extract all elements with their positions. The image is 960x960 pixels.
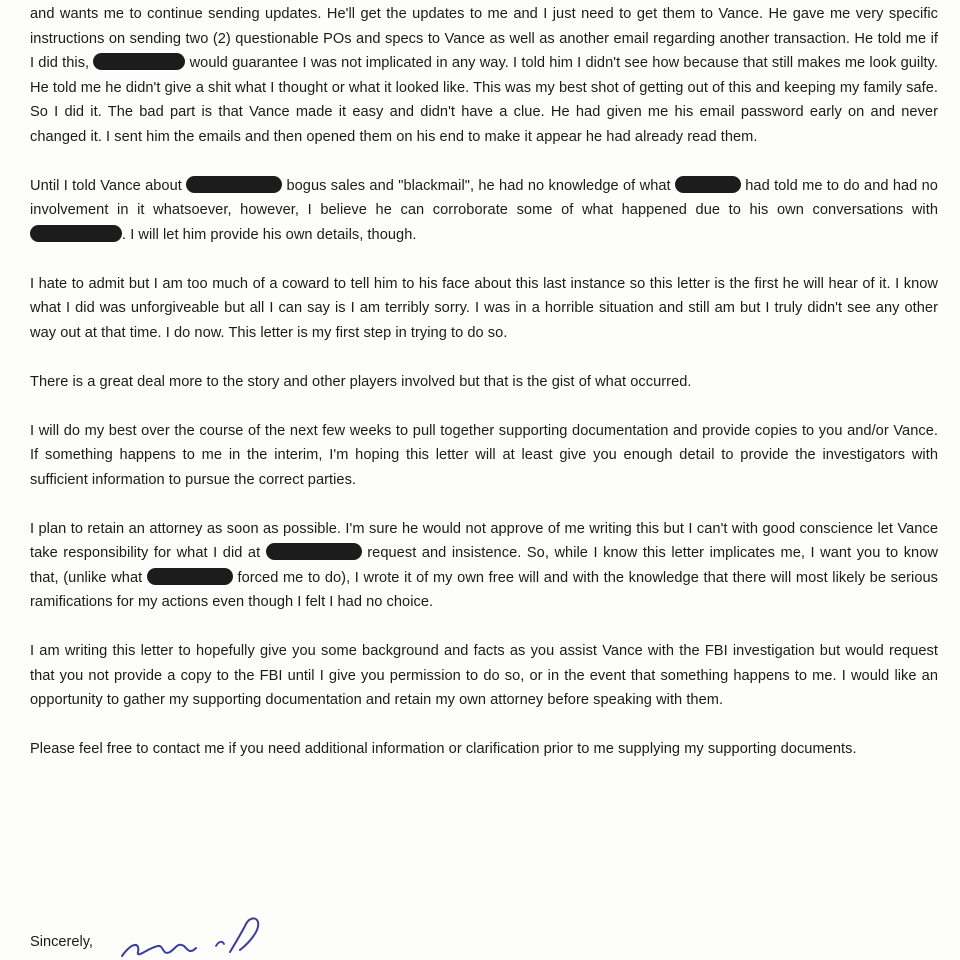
redaction-bar [93, 53, 185, 70]
redaction-bar [147, 568, 233, 585]
paragraph-3: I hate to admit but I am too much of a coward to tell him to his face about this last instance so this letter is the first he will hear of it. I know what I did was unforgiveable but all I can say is I am terribly sorry. I was in a horrible situation and still am but I truly didn't see any other way out at that time. I do now. This letter is my first step in trying to do so. [30, 275, 938, 341]
letter-body [30, 2, 938, 786]
closing-salutation: Sincerely, [30, 934, 93, 950]
paragraph-2 [30, 174, 938, 248]
redaction-bar [30, 225, 122, 242]
paragraph-4: There is a great deal more to the story and other players involved but that is the gist of what occurred. [30, 373, 692, 390]
redaction-bar [186, 176, 282, 193]
paragraph-1-text-b: would guarantee I was not implicated in any way. I told him I didn't see how because that still makes me look guilty. He told me he didn't give a shit what I thought or what it looked like. This was my best shot of getting out of this and keeping my family safe. So I did it. The bad part is that Vance made it easy and didn't have a clue. He had given me his email password early on and never changed it. I sent him the emails and then opened them on his end to make it appear he had already read them. [30, 55, 938, 145]
paragraph-6-text-b: request and insistence. So, while I know this letter implicates me, I want you to know that, (unlike what [30, 545, 938, 586]
redaction-bar [675, 176, 741, 193]
paragraph-2-text-c: had told me to do and had no involvement in it whatsoever, however, I believe he can corroborate some of what happened due to his own conversations with [30, 177, 938, 218]
paragraph-2-text-d: . I will let him provide his own details, though. [122, 226, 417, 243]
paragraph-6 [30, 517, 938, 615]
paragraph-7: I am writing this letter to hopefully give you some background and facts as you assist Vance with the FBI investigation but would request that you not provide a copy to the FBI until I give you permission to do so, or in the event that something happens to me. I would like an opportunity to gather my supporting documentation and retain my own attorney before speaking with them. [30, 643, 938, 708]
paragraph-2-text-a: Until I told Vance about [30, 177, 182, 194]
paragraph-8: Please feel free to contact me if you need additional information or clarification prior to me supplying my supporting documents. [30, 741, 857, 757]
paragraph-1 [30, 2, 938, 149]
handwritten-signature [118, 912, 288, 960]
paragraph-6-text-a: I plan to retain an attorney as soon as possible. I'm sure he would not approve of me writing this but I can't with good conscience let Vance take responsibility for what I did at [30, 520, 938, 561]
paragraph-2-text-b: bogus sales and "blackmail", he had no knowledge of what [286, 177, 671, 194]
paragraph-1-text-a: and wants me to continue sending updates. He'll get the updates to me and I just need to get them to Vance. He gave me very specific instructions on sending two (2) questionable POs and specs to Vance as well as another email regarding another transaction. He told me if I did this, [30, 6, 938, 71]
paragraph-6-text-c: forced me to do), I wrote it of my own free will and with the knowledge that there will most likely be serious ramifications for my actions even though I felt I had no choice. [30, 569, 938, 610]
redaction-bar [266, 543, 362, 560]
paragraph-5: I will do my best over the course of the next few weeks to pull together supporting documentation and provide copies to you and/or Vance. If something happens to me in the interim, I'm hoping this letter will at least give you enough detail to provide the investigators with sufficient information to pursue the correct parties. [30, 422, 938, 488]
